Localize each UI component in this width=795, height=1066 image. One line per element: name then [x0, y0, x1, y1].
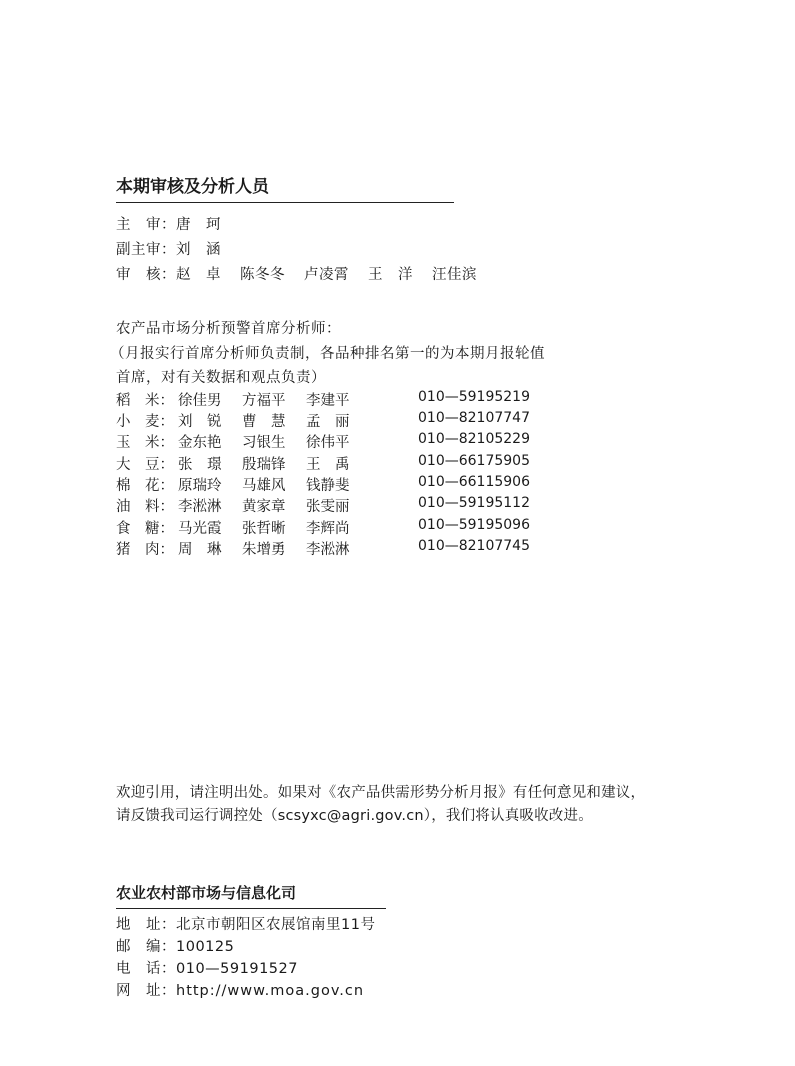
analyst-name: 王 禹 [306, 457, 350, 473]
org-website [116, 979, 364, 1000]
reviewer-label: 审 核： [116, 267, 176, 283]
reviewer-name: 王 洋 [368, 267, 413, 283]
reviewer-name: 汪佳滨 [432, 267, 477, 283]
analyst-row-soybean [116, 453, 530, 474]
reviewer-label: 副主审： [116, 242, 176, 258]
reviewers-divider [116, 202, 454, 203]
analyst-name: 黄家章 [242, 499, 286, 515]
analyst-name: 李淞淋 [306, 542, 350, 558]
reviewer-name: 卢凌霄 [304, 267, 349, 283]
phone-number: 010—82107747 [418, 410, 530, 426]
notice-line1: 欢迎引用，请注明出处。如果对《农产品供需形势分析月报》有任何意见和建议， [116, 785, 646, 801]
crop-label: 玉 米： [116, 435, 174, 451]
phone-number: 010—66175905 [418, 453, 530, 469]
crop-label: 棉 花： [116, 478, 174, 494]
analyst-name: 徐佳男 [178, 393, 222, 409]
org-value: 100125 [176, 939, 235, 955]
reviewer-line-audit [116, 263, 477, 284]
analyst-row-rice [116, 389, 530, 410]
crop-label: 稻 米： [116, 393, 174, 409]
crop-label: 油 料： [116, 499, 174, 515]
phone-number: 010—82107745 [418, 538, 530, 554]
phone-number: 010—66115906 [418, 474, 530, 490]
reviewer-label: 主 审： [116, 217, 176, 233]
org-address [116, 913, 375, 934]
crop-label: 猪 肉： [116, 542, 174, 558]
reviewers-title: 本期审核及分析人员 [116, 177, 269, 197]
analyst-name: 殷瑞锋 [242, 457, 286, 473]
analyst-name: 方福平 [242, 393, 286, 409]
analyst-name: 李辉尚 [306, 521, 350, 537]
analyst-row-pork [116, 538, 530, 559]
analyst-row-wheat [116, 410, 530, 431]
analyst-name: 张雯丽 [306, 499, 350, 515]
org-website-link[interactable]: http://www.moa.gov.cn [176, 983, 365, 999]
crop-label: 小 麦： [116, 414, 174, 430]
org-postcode [116, 935, 234, 956]
analysts-heading: 农产品市场分析预警首席分析师： [116, 321, 341, 337]
org-label: 网 址： [116, 983, 176, 999]
org-label: 电 话： [116, 961, 176, 977]
analyst-name: 马雄风 [242, 478, 286, 494]
org-value: 010—59191527 [176, 961, 298, 977]
analyst-row-sugar [116, 517, 530, 538]
analyst-name: 朱增勇 [242, 542, 286, 558]
org-divider [116, 908, 386, 909]
notice-line2: 请反馈我司运行调控处（scsyxc@agri.gov.cn），我们将认真吸收改进。 [116, 808, 593, 824]
phone-number: 010—82105229 [418, 431, 530, 447]
analyst-name: 马光霞 [178, 521, 222, 537]
crop-label: 食 糖： [116, 521, 174, 537]
reviewer-name: 赵 卓 [176, 267, 221, 283]
analyst-name: 张哲晰 [242, 521, 286, 537]
org-name: 农业农村部市场与信息化司 [116, 884, 297, 902]
analyst-row-corn [116, 431, 530, 452]
analyst-name: 张 璟 [178, 457, 222, 473]
org-value: 北京市朝阳区农展馆南里11号 [176, 917, 376, 933]
phone-number: 010—59195112 [418, 495, 530, 511]
analyst-name: 徐伟平 [306, 435, 350, 451]
reviewer-line-chief [116, 213, 221, 234]
analyst-row-oilseed [116, 495, 530, 516]
analyst-name: 李建平 [306, 393, 350, 409]
analyst-name: 孟 丽 [306, 414, 350, 430]
analyst-name: 原瑞玲 [178, 478, 222, 494]
analysts-note-line2: 首席，对有关数据和观点负责） [116, 370, 326, 386]
reviewer-name: 陈冬冬 [240, 267, 285, 283]
analysts-note-line1: （月报实行首席分析师负责制，各品种排名第一的为本期月报轮值 [110, 346, 545, 362]
org-label: 地 址： [116, 917, 176, 933]
analyst-row-cotton [116, 474, 530, 495]
org-label: 邮 编： [116, 939, 176, 955]
reviewer-name: 刘 涵 [176, 242, 221, 258]
analyst-name: 金东艳 [178, 435, 222, 451]
phone-number: 010—59195096 [418, 517, 530, 533]
analyst-name: 习银生 [242, 435, 286, 451]
analyst-name: 李淞淋 [178, 499, 222, 515]
phone-number: 010—59195219 [418, 389, 530, 405]
analyst-name: 曹 慧 [242, 414, 286, 430]
org-phone [116, 957, 298, 978]
analyst-name: 钱静斐 [306, 478, 350, 494]
reviewer-line-deputy [116, 238, 221, 259]
reviewer-name: 唐 珂 [176, 217, 221, 233]
analyst-name: 刘 锐 [178, 414, 222, 430]
crop-label: 大 豆： [116, 457, 174, 473]
analyst-name: 周 琳 [178, 542, 222, 558]
